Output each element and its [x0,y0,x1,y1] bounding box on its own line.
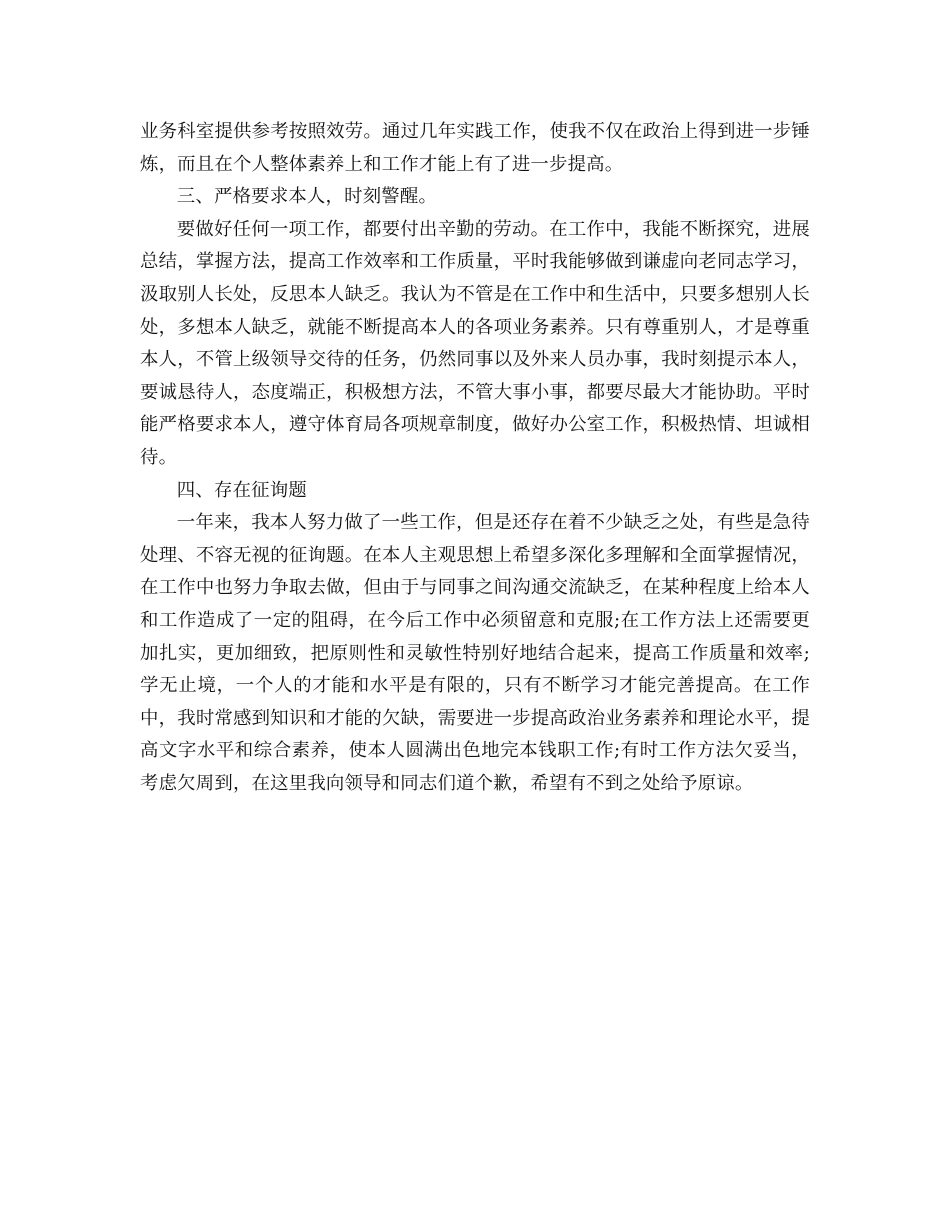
paragraph-continuation: 业务科室提供参考按照效劳。通过几年实践工作，使我不仅在政治上得到进一步锤炼，而且在个人整体素养上和工作才能上有了进一步提高。 [140,121,810,175]
document-body [140,116,810,800]
paragraph-existing-problems: 一年来，我本人努力做了一些工作，但是还存在着不少缺乏之处，有些是急待处理、不容无视的征询题。在本人主观思想上希望多深化多理解和全面掌握情况，在工作中也努力争取去做，但由于与同事之间沟通交流缺乏，在某种程度上给本人和工作造成了一定的阻碍，在今后工作中必须留意和克服;在工作方法上还需要更加扎实，更加细致，把原则性和灵敏性特别好地结合起来，提高工作质量和效率;学无止境，一个人的才能和水平是有限的，只有不断学习才能完善提高。在工作中，我时常感到知识和才能的欠缺，需要进一步提高政治业务素养和理论水平，提高文字水平和综合素养，使本人圆满出色地完本钱职工作;有时工作方法欠妥当，考虑欠周到，在这里我向领导和同志们道个歉，希望有不到之处给予原谅。 [140,512,810,794]
paragraph-strict-requirements: 要做好任何一项工作，都要付出辛勤的劳动。在工作中，我能不断探究，进展总结，掌握方法，提高工作效率和工作质量，平时我能够做到谦虚向老同志学习，汲取别人长处，反思本人缺乏。我认为不管是在工作中和生活中，只要多想别人长处，多想本人缺乏，就能不断提高本人的各项业务素养。只有尊重别人，才是尊重本人，不管上级领导交待的任务，仍然同事以及外来人员办事，我时刻提示本人，要诚恳待人，态度端正，积极想方法，不管大事小事，都要尽最大才能协助。平时能严格要求本人，遵守体育局各项规章制度，做好办公室工作，积极热情、坦诚相待。 [140,218,810,468]
section-heading-four: 四、存在征询题 [176,479,307,501]
section-heading-three: 三、严格要求本人，时刻警醒。 [176,186,438,208]
